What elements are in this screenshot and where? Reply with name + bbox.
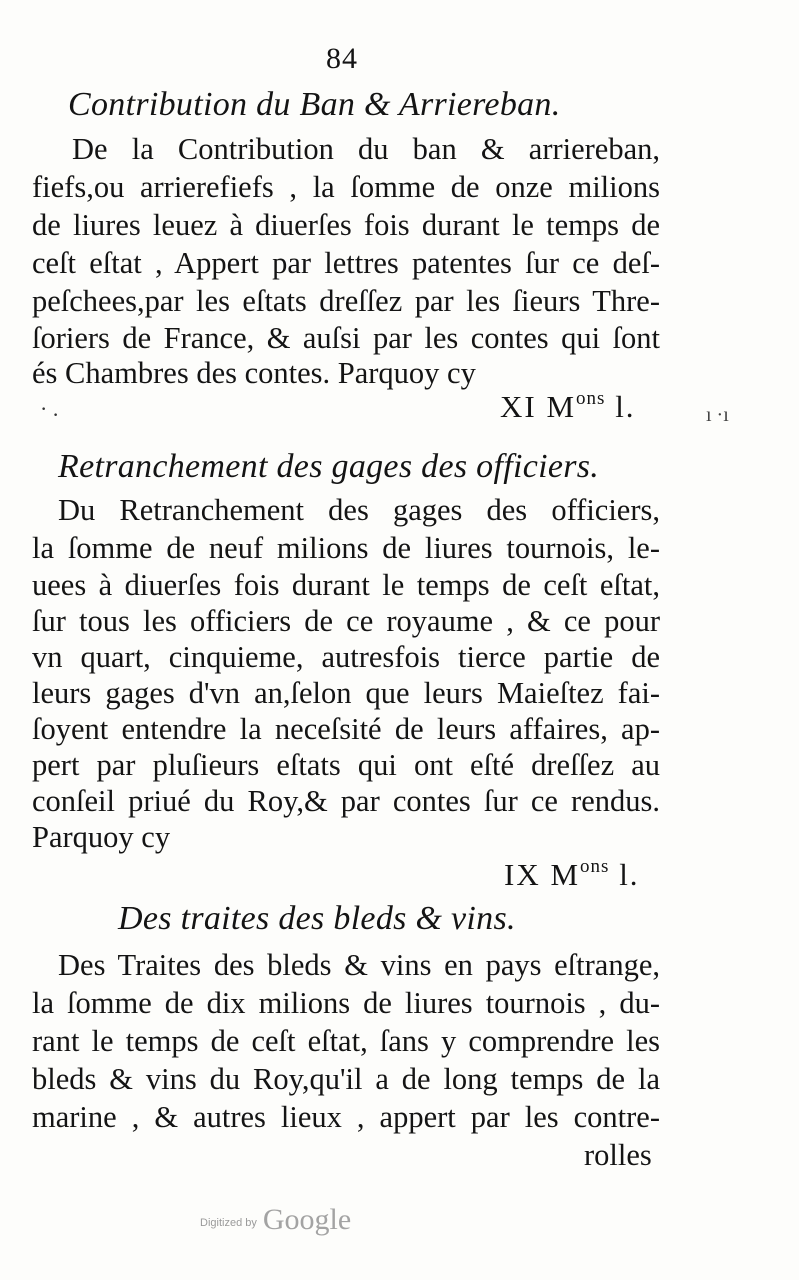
text-line: ceſt eſtat , Appert par lettres patentes ſur ce deſ- <box>32 246 660 280</box>
google-watermark <box>200 1203 351 1237</box>
text-line: Parquoy cy <box>32 820 171 854</box>
section-total <box>500 388 636 425</box>
text-line: de liures leuez à diuerſes fois durant le temps de <box>32 208 660 242</box>
text-line: marine , & autres lieux , appert par les contre- <box>32 1100 660 1134</box>
text-line: De la Contribution du ban & arriereban, <box>72 132 660 166</box>
google-logo: Google <box>262 1203 352 1236</box>
text-line: la ſomme de dix milions de liures tournois , du- <box>32 986 660 1020</box>
text-line: peſchees,par les eſtats dreſſez par les ſieurs Thre- <box>32 284 660 318</box>
text-line: leurs gages d'vn an,ſelon que leurs Maieſtez fai- <box>32 676 660 710</box>
total-unit: l. <box>605 389 636 424</box>
text-line: conſeil priué du Roy,& par contes ſur ce rendus. <box>32 784 660 818</box>
text-line: ſur tous les officiers de ce royaume , & ce pour <box>32 604 660 638</box>
margin-mark: ı ·ı <box>706 404 729 426</box>
text-line: pert par pluſieurs eſtats qui ont eſté dreſſez au <box>32 748 660 782</box>
total-amount: IX M <box>504 857 581 892</box>
page-number: 84 <box>326 42 358 75</box>
catchword: rolles <box>584 1138 652 1172</box>
total-sup: ons <box>576 388 606 409</box>
text-line: bleds & vins du Roy,qu'il a de long temps de la <box>32 1062 660 1096</box>
text-line: Des Traites des bleds & vins en pays eſtrange, <box>58 948 660 982</box>
text-line: vn quart, cinquieme, autresfois tierce partie de <box>32 640 660 674</box>
section-heading-contribution: Contribution du Ban & Arriereban. <box>68 86 561 123</box>
total-sup: ons <box>580 856 610 877</box>
text-line: uees à diuerſes fois durant le temps de ceſt eſtat, <box>32 568 660 602</box>
section-heading-traites: Des traites des bleds & vins. <box>118 900 516 937</box>
text-line: fiefs,ou arrierefiefs , la ſomme de onze milions <box>32 170 660 204</box>
text-line: rant le temps de ceſt eſtat, ſans y comprendre les <box>32 1024 660 1058</box>
total-unit: l. <box>609 857 640 892</box>
text-line: és Chambres des contes. Parquoy cy <box>32 356 476 390</box>
text-line: ſoriers de France, & auſsi par les contes qui ſont <box>32 321 660 355</box>
text-line: Du Retranchement des gages des officiers, <box>58 493 660 527</box>
text-line: la ſomme de neuf milions de liures tournois, le- <box>32 531 660 565</box>
section-heading-retranchement: Retranchement des gages des officiers. <box>58 448 600 485</box>
section-total <box>504 856 640 893</box>
watermark-prefix: Digitized by <box>200 1217 257 1229</box>
total-amount: XI M <box>500 389 577 424</box>
text-line: ſoyent entendre la neceſsité de leurs affaires, ap- <box>32 712 660 746</box>
decorative-dots: · . <box>40 396 59 421</box>
